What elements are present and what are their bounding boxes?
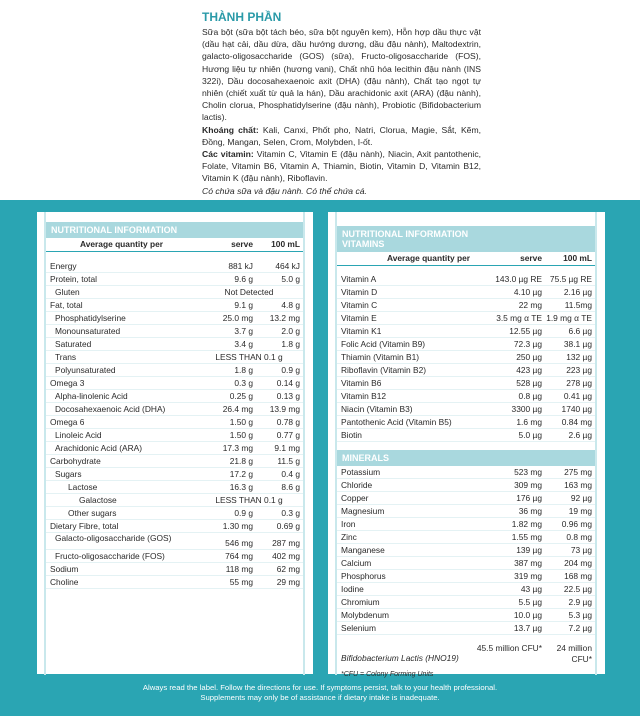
nutrient-value-span: LESS THAN 0.1 g bbox=[215, 495, 283, 505]
nutrient-serve: 43 µg bbox=[520, 584, 542, 594]
nutrient-100ml: 0.84 mg bbox=[561, 417, 592, 427]
nutrient-name: Vitamin B6 bbox=[341, 378, 382, 388]
nutrient-100ml: 0.69 g bbox=[276, 521, 300, 531]
nutrient-serve: 17.3 mg bbox=[222, 443, 253, 453]
nutrient-serve: 26.4 mg bbox=[222, 404, 253, 414]
vitamins-header-line2: VITAMINS bbox=[342, 239, 385, 249]
nutrient-name: Selenium bbox=[341, 623, 376, 633]
nutrient-serve: 0.9 g bbox=[234, 508, 253, 518]
nutrient-serve: 764 mg bbox=[225, 551, 253, 561]
nutrient-100ml: 0.8 mg bbox=[566, 532, 592, 542]
vitamin-row bbox=[337, 273, 595, 286]
nutrient-100ml: 5.3 µg bbox=[568, 610, 592, 620]
nutrient-serve: 3.4 g bbox=[234, 339, 253, 349]
nutrient-100ml: 0.78 g bbox=[276, 417, 300, 427]
nutrient-name: Iodine bbox=[341, 584, 364, 594]
nutrient-name: Iron bbox=[341, 519, 356, 529]
vitamins-header-line1: NUTRITIONAL INFORMATION bbox=[342, 229, 469, 239]
mineral-row bbox=[337, 557, 595, 570]
nutrient-100ml: 132 µg bbox=[566, 352, 592, 362]
nutrient-name: Pantothenic Acid (Vitamin B5) bbox=[341, 417, 452, 427]
nutrient-100ml: 278 µg bbox=[566, 378, 592, 388]
vitamins-text: Vitamin C, Vitamin E (đậu nành), Niacin, Axit pantothenic, Folate, Vitamin B6, Vitamin A, Thiamin, Biotin, Vitamin D, Vitamin B12, Vitamin K (đậu nành), Riboflavin. bbox=[202, 149, 481, 184]
nutrition-panel-left-inner bbox=[44, 212, 305, 675]
nutrient-serve: 523 mg bbox=[514, 467, 542, 477]
nutrient-serve: 3300 µg bbox=[511, 404, 542, 414]
nutrition-row bbox=[46, 481, 303, 494]
nutrient-100ml: 0.77 g bbox=[276, 430, 300, 440]
nutrient-name: Vitamin A bbox=[341, 274, 377, 284]
col-serve: serve bbox=[231, 239, 253, 249]
mineral-row bbox=[337, 583, 595, 596]
vitamin-row bbox=[337, 377, 595, 390]
nutrient-serve: 72.3 µg bbox=[513, 339, 542, 349]
nutrient-serve: 423 µg bbox=[516, 365, 542, 375]
ingredients-block bbox=[202, 10, 481, 197]
nutrient-name: Monounsaturated bbox=[55, 326, 121, 336]
nutrient-name: Galacto-oligosaccharide (GOS) bbox=[55, 533, 172, 543]
nutrient-100ml: 13.2 mg bbox=[269, 313, 300, 323]
nutrition-row bbox=[46, 325, 303, 338]
vitamin-row bbox=[337, 416, 595, 429]
bifido-label: Bifidobacterium Lactis (HNO19) bbox=[341, 653, 459, 663]
nutrient-name: Potassium bbox=[341, 467, 381, 477]
vitamin-row bbox=[337, 390, 595, 403]
nutrient-100ml: 1.8 g bbox=[281, 339, 300, 349]
nutrient-serve: 17.2 g bbox=[229, 469, 253, 479]
nutrient-serve: 528 µg bbox=[516, 378, 542, 388]
col-100ml: 100 mL bbox=[271, 239, 300, 249]
nutrition-row bbox=[46, 533, 303, 550]
nutrient-100ml: 402 mg bbox=[272, 551, 300, 561]
nutrient-serve: 4.10 µg bbox=[513, 287, 542, 297]
nutrition-row bbox=[46, 455, 303, 468]
nutrient-name: Protein, total bbox=[50, 274, 98, 284]
nutrient-100ml: 223 µg bbox=[566, 365, 592, 375]
nutrient-100ml: 1.9 mg α TE bbox=[546, 313, 592, 323]
nutrient-serve: 1.6 mg bbox=[516, 417, 542, 427]
nutrition-row bbox=[46, 550, 303, 563]
ingredients-main-text: Sữa bột (sữa bột tách béo, sữa bột nguyên kem), Hỗn hợp dầu thực vật (dầu hạt cải, dầu dừa, dầu hướng dương, dầu đậu nành), Maltodextrin, galacto-oligosaccharide (GOS) (sữa), Fructo-oligosaccharide (FOS), Hương liệu tự nhiên (hương vani), Chất nhũ hóa lecithin đậu nành (INS 322i), Dầu docosahexaenoic axit (DHA) (đậu nành), Chất tạo ngọt tự nhiên (chiết xuất từ quả la hán), Dầu arachidonic axit (ARA) (đậu nành), Cholin clorua, Phosphatidylserine (đậu nành), Probiotic (Bifidobacterium lactis). bbox=[202, 27, 481, 123]
nutrient-name: Omega 3 bbox=[50, 378, 85, 388]
nutrient-serve: 25.0 mg bbox=[222, 313, 253, 323]
nutrient-name: Other sugars bbox=[68, 508, 117, 518]
nutrient-serve: 1.50 g bbox=[229, 417, 253, 427]
bifido-row bbox=[337, 643, 595, 665]
nutrient-serve: 881 kJ bbox=[228, 261, 253, 271]
nutrient-serve: 1.8 g bbox=[234, 365, 253, 375]
nutrient-100ml: 2.16 µg bbox=[563, 287, 592, 297]
nutrient-name: Copper bbox=[341, 493, 369, 503]
nutrient-name: Linoleic Acid bbox=[55, 430, 102, 440]
nutrient-100ml: 2.6 µg bbox=[568, 430, 592, 440]
nutrient-name: Folic Acid (Vitamin B9) bbox=[341, 339, 426, 349]
nutrient-name: Carbohydrate bbox=[50, 456, 101, 466]
nutrient-name: Molybdenum bbox=[341, 610, 389, 620]
nutrient-value-span: LESS THAN 0.1 g bbox=[215, 352, 283, 362]
nutrient-name: Polyunsaturated bbox=[55, 365, 116, 375]
nutrient-serve: 9.1 g bbox=[234, 300, 253, 310]
nutrition-row bbox=[46, 563, 303, 576]
nutrient-name: Vitamin E bbox=[341, 313, 377, 323]
nutrition-row bbox=[46, 576, 303, 589]
nutrient-serve: 22 mg bbox=[518, 300, 542, 310]
nutrient-100ml: 11.5mg bbox=[564, 300, 592, 310]
nutrient-100ml: 464 kJ bbox=[275, 261, 300, 271]
bifido-100ml: 24 million CFU* bbox=[556, 643, 592, 664]
footer-line-2: Supplements may only be of assistance if dietary intake is inadequate. bbox=[200, 693, 440, 702]
nutrient-serve: 0.8 µg bbox=[518, 391, 542, 401]
footer-disclaimer bbox=[0, 683, 640, 703]
nutrient-name: Calcium bbox=[341, 558, 372, 568]
nutrient-100ml: 168 mg bbox=[564, 571, 592, 581]
nutrient-100ml: 62 mg bbox=[276, 564, 300, 574]
nutrient-100ml: 0.13 g bbox=[276, 391, 300, 401]
mineral-row bbox=[337, 505, 595, 518]
nutrient-100ml: 7.2 µg bbox=[568, 623, 592, 633]
nutrient-serve: 3.5 mg α TE bbox=[496, 313, 542, 323]
nutrient-100ml: 0.9 g bbox=[281, 365, 300, 375]
nutrient-name: Omega 6 bbox=[50, 417, 85, 427]
vitamin-row bbox=[337, 351, 595, 364]
nutrient-serve: 5.5 µg bbox=[518, 597, 542, 607]
nutrition-row bbox=[46, 273, 303, 286]
nutrient-serve: 9.6 g bbox=[234, 274, 253, 284]
bifido-serve: 45.5 million CFU* bbox=[476, 643, 542, 653]
nutrition-row bbox=[46, 338, 303, 351]
nutrient-name: Dietary Fibre, total bbox=[50, 521, 119, 531]
nutrition-panel-left bbox=[36, 211, 314, 675]
allergen-text: Có chứa sữa và đậu nành. Có thể chứa cá. bbox=[202, 185, 367, 196]
nutrient-serve: 0.3 g bbox=[234, 378, 253, 388]
ingredients-minerals bbox=[202, 124, 481, 148]
ingredients-vitamins bbox=[202, 148, 481, 185]
nutrient-name: Riboflavin (Vitamin B2) bbox=[341, 365, 427, 375]
nutrient-100ml: 13.9 mg bbox=[269, 404, 300, 414]
nutrient-100ml: 4.8 g bbox=[281, 300, 300, 310]
nutrient-serve: 139 µg bbox=[516, 545, 542, 555]
col-100ml: 100 mL bbox=[563, 253, 592, 263]
col-label: Average quantity per bbox=[80, 239, 163, 249]
nutrient-name: Galactose bbox=[79, 495, 117, 505]
nutrient-name: Sodium bbox=[50, 564, 79, 574]
nutrient-100ml: 0.41 µg bbox=[563, 391, 592, 401]
nutrition-row bbox=[46, 286, 303, 299]
nutrient-name: Sugars bbox=[55, 469, 82, 479]
nutrient-serve: 21.8 g bbox=[229, 456, 253, 466]
vitamins-label: Các vitamin: bbox=[202, 149, 254, 160]
nutrient-100ml: 11.5 g bbox=[277, 456, 300, 466]
nutrient-100ml: 38.1 µg bbox=[563, 339, 592, 349]
vitamin-row bbox=[337, 286, 595, 299]
nutrient-name: Phosphorus bbox=[341, 571, 386, 581]
nutrient-100ml: 0.96 mg bbox=[561, 519, 592, 529]
minerals-header: MINERALS bbox=[337, 450, 595, 466]
nutrient-100ml: 5.0 g bbox=[281, 274, 300, 284]
nutrient-name: Arachidonic Acid (ARA) bbox=[55, 443, 143, 453]
vitamin-row bbox=[337, 338, 595, 351]
vitamin-row bbox=[337, 429, 595, 442]
minerals-text: Kali, Canxi, Phốt pho, Natri, Clorua, Magie, Sắt, Kẽm, Đồng, Mangan, Selen, Crom, Molybden, I-ốt. bbox=[202, 124, 482, 147]
nutrition-row bbox=[46, 351, 303, 364]
nutrient-name: Manganese bbox=[341, 545, 385, 555]
nutrition-header: NUTRITIONAL INFORMATION bbox=[46, 222, 303, 238]
nutrient-name: Choline bbox=[50, 577, 79, 587]
nutrient-serve: 0.25 g bbox=[229, 391, 253, 401]
nutrient-name: Lactose bbox=[68, 482, 98, 492]
nutrient-100ml: 8.6 g bbox=[281, 482, 300, 492]
nutrient-100ml: 0.3 g bbox=[281, 508, 300, 518]
nutrient-serve: 16.3 g bbox=[229, 482, 253, 492]
nutrient-name: Biotin bbox=[341, 430, 362, 440]
col-serve: serve bbox=[520, 253, 542, 263]
mineral-row bbox=[337, 622, 595, 635]
nutrition-panel-right-inner bbox=[335, 212, 597, 678]
nutrient-100ml: 9.1 mg bbox=[274, 443, 300, 453]
vitamin-row bbox=[337, 364, 595, 377]
nutrient-100ml: 73 µg bbox=[570, 545, 592, 555]
nutrient-name: Zinc bbox=[341, 532, 357, 542]
mineral-row bbox=[337, 492, 595, 505]
nutrition-row bbox=[46, 312, 303, 325]
mineral-row bbox=[337, 466, 595, 479]
allergen-statement bbox=[202, 185, 481, 197]
nutrient-100ml: 204 mg bbox=[564, 558, 592, 568]
mineral-row bbox=[337, 531, 595, 544]
mineral-row bbox=[337, 479, 595, 492]
nutrient-name: Fructo-oligosaccharide (FOS) bbox=[55, 551, 165, 561]
nutrient-100ml: 2.0 g bbox=[281, 326, 300, 336]
nutrition-row bbox=[46, 390, 303, 403]
nutrient-serve: 546 mg bbox=[225, 538, 253, 548]
nutrient-name: Gluten bbox=[55, 287, 80, 297]
vitamins-header bbox=[337, 226, 595, 252]
nutrition-panel-right bbox=[327, 211, 606, 678]
nutrient-100ml: 0.14 g bbox=[276, 378, 300, 388]
nutrient-name: Chromium bbox=[341, 597, 380, 607]
cfu-note: *CFU = Colony Forming Units bbox=[341, 671, 434, 678]
nutrient-serve: 118 mg bbox=[225, 564, 253, 574]
nutrient-serve: 1.82 mg bbox=[511, 519, 542, 529]
nutrition-row bbox=[46, 468, 303, 481]
nutrient-serve: 319 mg bbox=[514, 571, 542, 581]
mineral-row bbox=[337, 518, 595, 531]
footer-line-1: Always read the label. Follow the directions for use. If symptoms persist, talk to your health professional. bbox=[142, 683, 498, 692]
nutrient-name: Vitamin C bbox=[341, 300, 378, 310]
nutrient-name: Docosahexaenoic Acid (DHA) bbox=[55, 404, 166, 414]
nutrient-100ml: 22.5 µg bbox=[563, 584, 592, 594]
nutrition-row bbox=[46, 260, 303, 273]
nutrition-row bbox=[46, 429, 303, 442]
minerals-label: Khoáng chất: bbox=[202, 124, 259, 135]
nutrient-serve: 309 mg bbox=[514, 480, 542, 490]
nutrition-row bbox=[46, 403, 303, 416]
nutrition-row bbox=[46, 416, 303, 429]
nutrient-name: Saturated bbox=[55, 339, 92, 349]
nutrient-value-span: Not Detected bbox=[224, 287, 274, 297]
nutrient-serve: 1.55 mg bbox=[511, 532, 542, 542]
nutrient-serve: 55 mg bbox=[229, 577, 253, 587]
nutrient-name: Chloride bbox=[341, 480, 373, 490]
nutrient-serve: 10.0 µg bbox=[513, 610, 542, 620]
vitamin-row bbox=[337, 403, 595, 416]
nutrient-serve: 12.55 µg bbox=[509, 326, 542, 336]
nutrient-serve: 1.50 g bbox=[229, 430, 253, 440]
col-label: Average quantity per bbox=[387, 253, 470, 263]
mineral-row bbox=[337, 544, 595, 557]
mineral-rows bbox=[337, 466, 595, 635]
vitamin-row bbox=[337, 325, 595, 338]
nutrition-row bbox=[46, 364, 303, 377]
nutrition-row bbox=[46, 442, 303, 455]
nutrient-100ml: 92 µg bbox=[570, 493, 592, 503]
nutrient-name: Phosphatidylserine bbox=[55, 313, 126, 323]
nutrient-100ml: 2.9 µg bbox=[568, 597, 592, 607]
nutrition-row bbox=[46, 520, 303, 533]
nutrient-100ml: 75.5 µg RE bbox=[549, 274, 592, 284]
vitamin-row bbox=[337, 299, 595, 312]
nutrient-100ml: 1740 µg bbox=[561, 404, 592, 414]
mineral-row bbox=[337, 609, 595, 622]
nutrient-name: Vitamin B12 bbox=[341, 391, 387, 401]
nutrient-100ml: 29 mg bbox=[276, 577, 300, 587]
ingredients-title: THÀNH PHẦN bbox=[202, 10, 282, 24]
mineral-row bbox=[337, 570, 595, 583]
nutrient-100ml: 0.4 g bbox=[281, 469, 300, 479]
nutrient-serve: 176 µg bbox=[516, 493, 542, 503]
nutrient-100ml: 163 mg bbox=[564, 480, 592, 490]
nutrition-row bbox=[46, 299, 303, 312]
nutrition-row bbox=[46, 494, 303, 507]
nutrient-100ml: 6.6 µg bbox=[568, 326, 592, 336]
nutrient-name: Vitamin K1 bbox=[341, 326, 382, 336]
nutrient-name: Niacin (Vitamin B3) bbox=[341, 404, 413, 414]
nutrient-serve: 387 mg bbox=[514, 558, 542, 568]
mineral-row bbox=[337, 596, 595, 609]
nutrient-name: Magnesium bbox=[341, 506, 385, 516]
nutrient-name: Trans bbox=[55, 352, 77, 362]
nutrient-name: Vitamin D bbox=[341, 287, 378, 297]
nutrition-row bbox=[46, 377, 303, 390]
nutrient-name: Thiamin (Vitamin B1) bbox=[341, 352, 420, 362]
nutrient-serve: 13.7 µg bbox=[513, 623, 542, 633]
nutrition-row bbox=[46, 507, 303, 520]
nutrient-serve: 1.30 mg bbox=[222, 521, 253, 531]
nutrient-serve: 250 µg bbox=[516, 352, 542, 362]
nutrient-serve: 5.0 µg bbox=[518, 430, 542, 440]
nutrient-name: Fat, total bbox=[50, 300, 83, 310]
vitamins-column-header bbox=[337, 252, 595, 266]
nutrient-100ml: 19 mg bbox=[568, 506, 592, 516]
vitamin-rows bbox=[337, 273, 595, 442]
nutrient-name: Energy bbox=[50, 261, 77, 271]
vitamin-row bbox=[337, 312, 595, 325]
nutrient-name: Alpha-linolenic Acid bbox=[55, 391, 128, 401]
nutrient-serve: 3.7 g bbox=[234, 326, 253, 336]
column-header bbox=[46, 238, 303, 252]
nutrition-rows bbox=[46, 260, 303, 589]
nutrient-100ml: 275 mg bbox=[564, 467, 592, 477]
nutrient-100ml: 287 mg bbox=[272, 538, 300, 548]
nutrient-serve: 143.0 µg RE bbox=[495, 274, 542, 284]
nutrient-serve: 36 mg bbox=[518, 506, 542, 516]
